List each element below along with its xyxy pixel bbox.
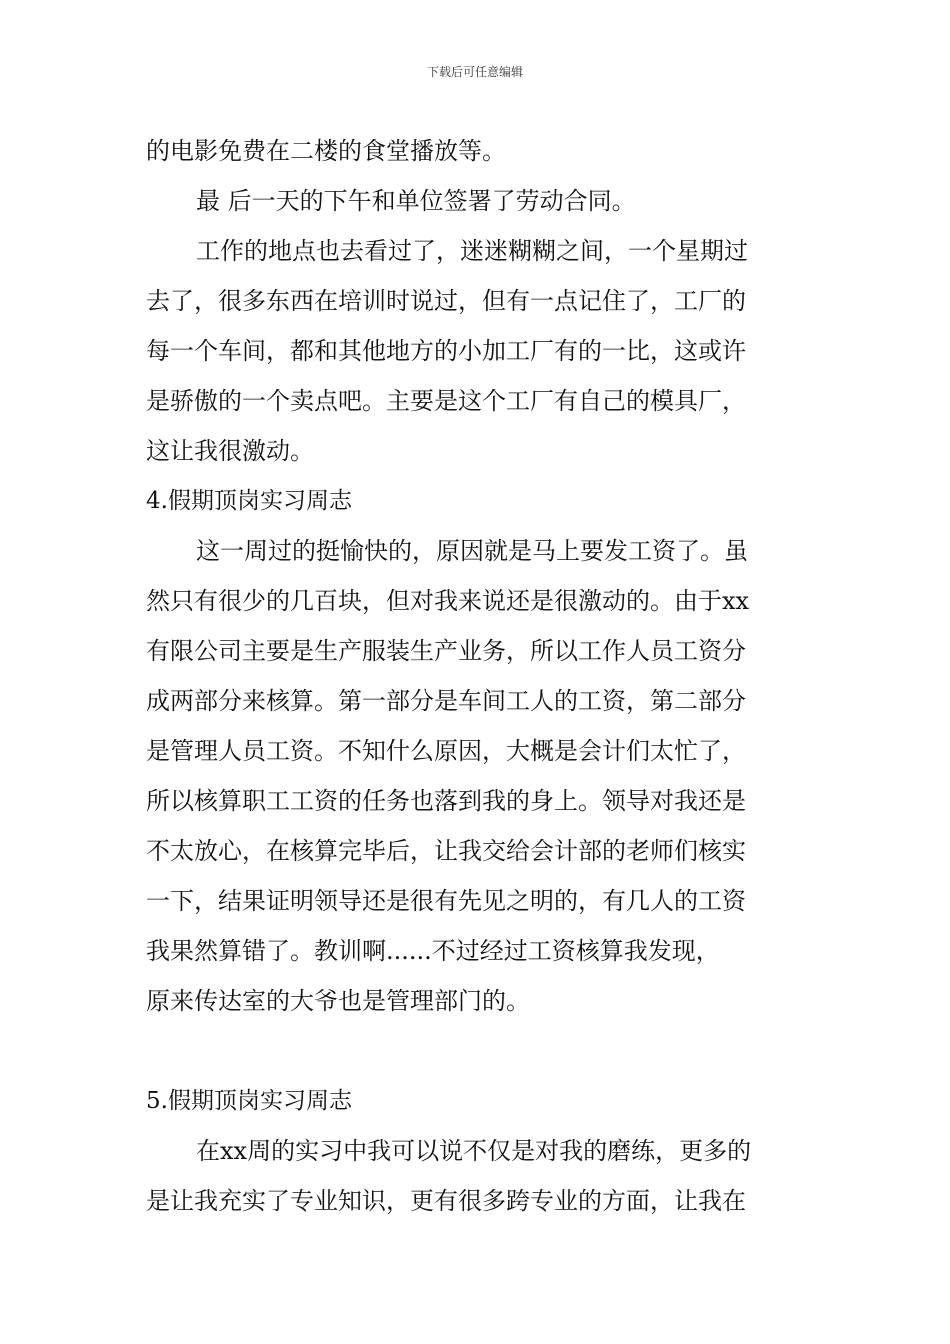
paragraph-line: 最 后一天的下午和单位签署了劳动合同。 <box>196 187 636 215</box>
paragraph-line: 是骄傲的一个卖点吧。主要是这个工厂有自己的模具厂， <box>146 387 746 415</box>
section-heading: 5.假期顶岗实习周志 <box>146 1088 352 1114</box>
paragraph-line: 所以核算职工工资的任务也落到我的身上。领导对我还是 <box>146 787 746 815</box>
paragraph-line: 这让我很激动。 <box>146 437 314 465</box>
paragraph-line: 是管理人员工资。不知什么原因，大概是会计们太忙了， <box>146 737 746 765</box>
paragraph-line: 然只有很少的几百块，但对我来说还是很激动的。由于xx <box>146 587 750 615</box>
paragraph-line: 是让我充实了专业知识，更有很多跨专业的方面，让我在 <box>146 1187 746 1215</box>
document-body <box>146 126 806 1226</box>
paragraph-line: 在xx周的实习中我可以说不仅是对我的磨练，更多的 <box>196 1137 752 1165</box>
paragraph-line: 去了，很多东西在培训时说过，但有一点记住了，工厂的 <box>146 287 746 315</box>
paragraph-line: 这一周过的挺愉快的，原因就是马上要发工资了。虽 <box>196 537 748 565</box>
paragraph-line: 原来传达室的大爷也是管理部门的。 <box>146 987 530 1015</box>
paragraph-line: 每一个车间，都和其他地方的小加工厂有的一比，这或许 <box>146 337 746 365</box>
paragraph-line: 工作的地点也去看过了，迷迷糊糊之间，一个星期过 <box>196 237 748 265</box>
paragraph-line: 成两部分来核算。第一部分是车间工人的工资，第二部分 <box>146 687 746 715</box>
page-header: 下载后可任意编辑 <box>426 65 523 79</box>
paragraph-line: 的电影免费在二楼的食堂播放等。 <box>146 137 506 165</box>
paragraph-line: 一下，结果证明领导还是很有先见之明的，有几人的工资 <box>146 887 746 915</box>
section-heading: 4.假期顶岗实习周志 <box>146 488 352 514</box>
blank-line <box>146 1026 806 1076</box>
paragraph-line: 不太放心，在核算完毕后，让我交给会计部的老师们核实 <box>146 837 746 865</box>
paragraph-line: 我果然算错了。教训啊......不过经过工资核算我发现， <box>146 937 720 965</box>
paragraph-line: 有限公司主要是生产服装生产业务，所以工作人员工资分 <box>146 637 746 665</box>
